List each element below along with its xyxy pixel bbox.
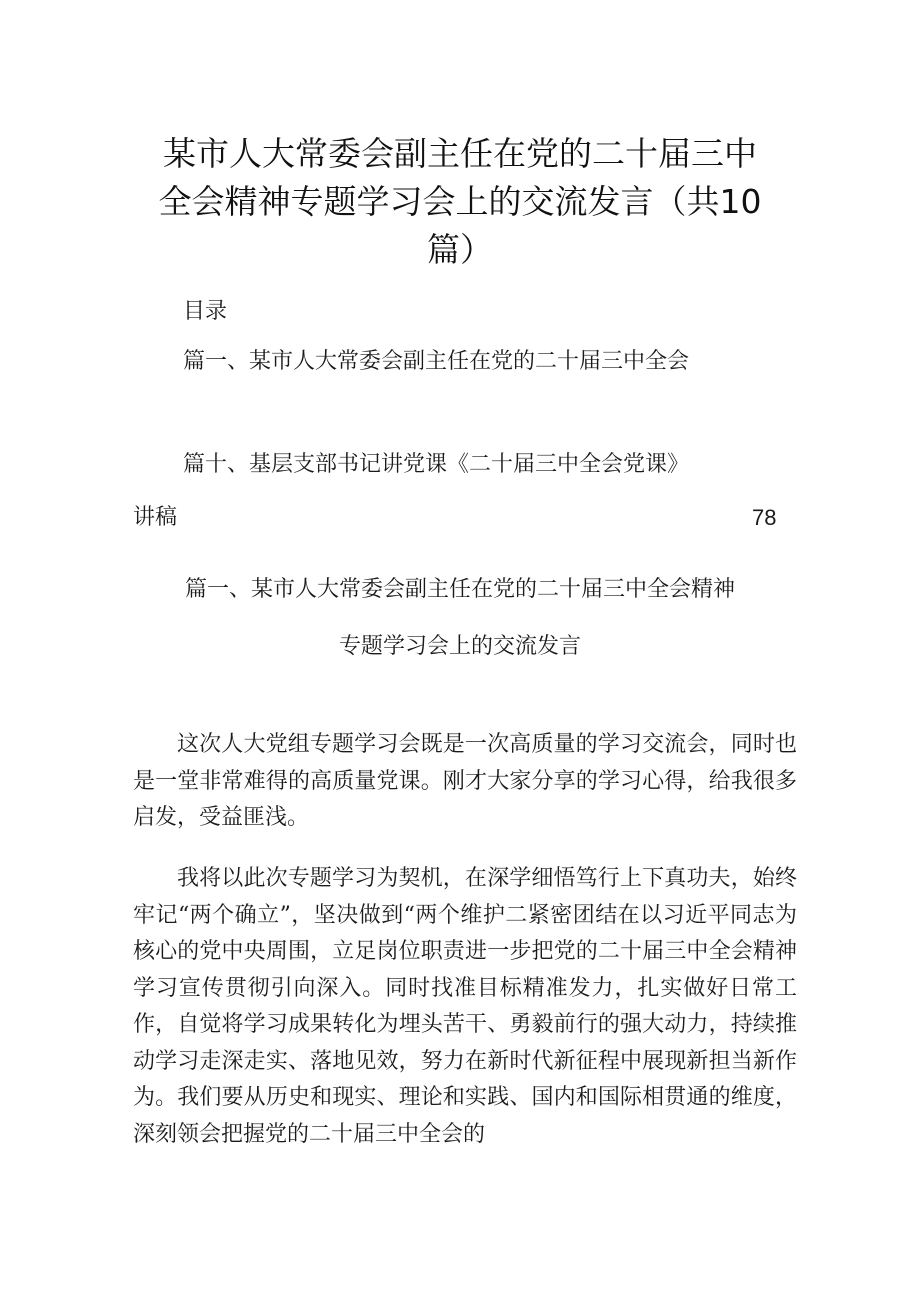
body-paragraph-2: 我将以此次专题学习为契机，在深学细悟笃行上下真功夫，始终牢记“两个确立”，坚决做到“两个维护二紧密团结在以习近平同志为核心的党中央周围，立足岗位职责进一步把党的二十届三中全会精神学习宣传贯彻引向深入。同时找准目标精准发力，扎实做好日常工作，自觉将学习成果转化为埋头苦干、勇毅前行的强大动力，持续推动学习走深走实、落地见效，努力在新时代新征程中展现新担当新作为。我们要从历史和现实、理论和实践、国内和国际相贯通的维度，深刻领会把握党的二十届三中全会的: [133, 866, 797, 1147]
document-title: 某市人大常委会副主任在党的二十届三中全会精神专题学习会上的交流发言（共10篇）: [158, 134, 762, 269]
toc-entry-10[interactable]: 篇十、基层支部书记讲党课《二十届三中全会党课》: [183, 452, 690, 477]
section-title-line-1: 篇一、某市人大常委会副主任在党的二十届三中全会精神: [184, 577, 735, 602]
toc-entry-1[interactable]: 篇一、某市人大常委会副主任在党的二十届三中全会: [183, 349, 690, 374]
toc-heading: 目录: [183, 299, 228, 324]
section-title-line-2: 专题学习会上的交流发言: [338, 634, 581, 659]
toc-entry-10-page-number: 78: [752, 505, 777, 530]
body-paragraph-1: 这次人大党组专题学习会既是一次高质量的学习交流会，同时也是一堂非常难得的高质量党课。刚才大家分享的学习心得，给我很多启发，受益匪浅。: [133, 732, 797, 830]
toc-entry-10-continuation[interactable]: 讲稿: [133, 505, 178, 530]
